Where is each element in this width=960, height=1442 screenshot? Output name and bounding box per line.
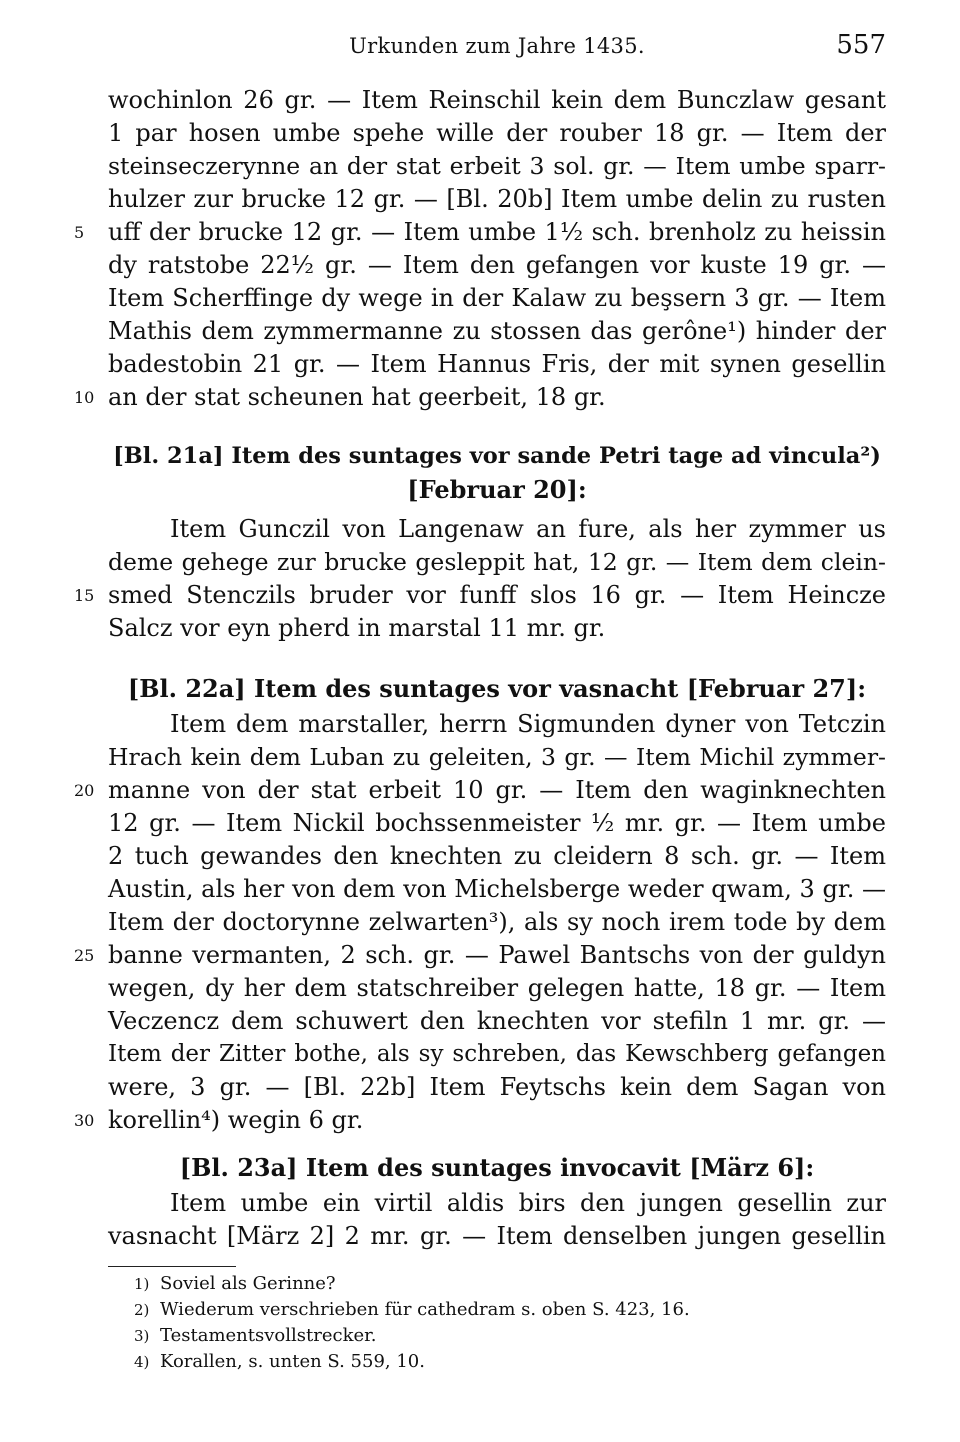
footnote	[134, 1324, 834, 1348]
page-number: 557	[836, 30, 886, 60]
text-line: badestobin 21 gr. — Item Hannus Fris, der mit synen gesellin	[108, 350, 886, 378]
footnote-mark: 2)	[134, 1301, 150, 1319]
footnote-text: Testamentsvollstrecker.	[160, 1325, 377, 1346]
footnote-rule	[108, 1266, 236, 1267]
text-line: an der stat scheunen hat geerbeit, 18 gr.	[108, 383, 606, 411]
text-line: uff der brucke 12 gr. — Item umbe 1½ sch. brenholz zu heissin	[108, 218, 886, 246]
footnote-text: Korallen, s. unten S. 559, 10.	[160, 1351, 425, 1372]
running-title: Urkunden zum Jahre 1435.	[349, 34, 645, 58]
section-heading: [Bl. 23a] Item des suntages invocavit [März 6]:	[179, 1153, 815, 1182]
margin-line-number: 10	[74, 388, 95, 407]
margin-line-number: 20	[74, 781, 95, 800]
text-line: Item der doctorynne zelwarten³), als sy noch irem tode by dem	[108, 908, 886, 936]
footnote-mark: 3)	[134, 1327, 150, 1345]
footnote	[134, 1272, 834, 1296]
section-heading: [Bl. 22a] Item des suntages vor vasnacht [Februar 27]:	[127, 674, 867, 703]
text-line: manne von der stat erbeit 10 gr. — Item den waginknechten	[108, 776, 886, 804]
footnote-mark: 4)	[134, 1353, 150, 1371]
text-line: wegen, dy her dem statschreiber gelegen hatte, 18 gr. — Item	[108, 974, 886, 1002]
text-line: Hrach kein dem Luban zu geleiten, 3 gr. — Item Michil zymmer-	[108, 743, 886, 771]
text-line: korellin⁴) wegin 6 gr.	[108, 1106, 364, 1134]
section-heading: [Bl. 21a] Item des suntages vor sande Petri tage ad vincula²)	[113, 443, 881, 469]
text-line: Salcz vor eyn pherd in marstal 11 mr. gr.	[108, 614, 606, 642]
text-line: banne vermanten, 2 sch. gr. — Pawel Bantschs von der guldyn	[108, 941, 886, 969]
text-line: smed Stenczils bruder vor funff slos 16 gr. — Item Heincze	[108, 581, 886, 609]
footnote	[134, 1298, 834, 1322]
text-line: Austin, als her von dem von Michelsberge weder qwam, 3 gr. —	[108, 875, 886, 903]
text-line: Item dem marstaller, herrn Sigmunden dyner von Tetczin	[170, 710, 886, 738]
text-line: were, 3 gr. — [Bl. 22b] Item Feytschs kein dem Sagan von	[108, 1073, 886, 1101]
footnote-text: Wiederum verschrieben für cathedram s. oben S. 423, 16.	[160, 1299, 690, 1320]
section-heading: [Februar 20]:	[407, 475, 587, 504]
text-line: Item Scherffinge dy wege in der Kalaw zu beşsern 3 gr. — Item	[108, 284, 886, 312]
page-header	[108, 28, 886, 68]
text-line: Item Gunczil von Langenaw an fure, als her zymmer us	[170, 515, 886, 543]
text-line: Item umbe ein virtil aldis birs den jungen gesellin zur	[170, 1189, 886, 1217]
margin-line-number: 25	[74, 946, 95, 965]
text-line: deme gehege zur brucke gesleppit hat, 12 gr. — Item dem clein-	[108, 548, 886, 576]
footnote-mark: 1)	[134, 1275, 150, 1293]
text-line: vasnacht [März 2] 2 mr. gr. — Item denselben jungen gesellin	[108, 1222, 886, 1250]
margin-line-number: 30	[74, 1111, 95, 1130]
margin-line-number: 5	[74, 223, 85, 242]
text-line: Veczencz dem schuwert den knechten vor stefiln 1 mr. gr. —	[108, 1007, 886, 1035]
text-line: dy ratstobe 22½ gr. — Item den gefangen vor kuste 19 gr. —	[108, 251, 886, 279]
footnote-text: Soviel als Gerinne?	[160, 1273, 336, 1294]
text-line: hulzer zur brucke 12 gr. — [Bl. 20b] Item umbe delin zu rusten	[108, 185, 886, 213]
text-line: 1 par hosen umbe spehe wille der rouber 18 gr. — Item der	[108, 119, 886, 147]
margin-line-number: 15	[74, 586, 95, 605]
text-line: Item der Zitter bothe, als sy schreben, das Kewschberg gefangen	[108, 1041, 886, 1067]
text-line: 12 gr. — Item Nickil bochssenmeister ½ mr. gr. — Item umbe	[108, 809, 886, 837]
text-line: wochinlon 26 gr. — Item Reinschil kein dem Bunczlaw gesant	[108, 86, 886, 114]
footnote	[134, 1350, 834, 1374]
text-line: Mathis dem zymmermanne zu stossen das gerône¹) hinder der	[108, 317, 886, 345]
text-line: steinseczerynne an der stat erbeit 3 sol. gr. — Item umbe sparr-	[108, 152, 886, 180]
text-line: 2 tuch gewandes den knechten zu cleidern 8 sch. gr. — Item	[108, 842, 886, 870]
